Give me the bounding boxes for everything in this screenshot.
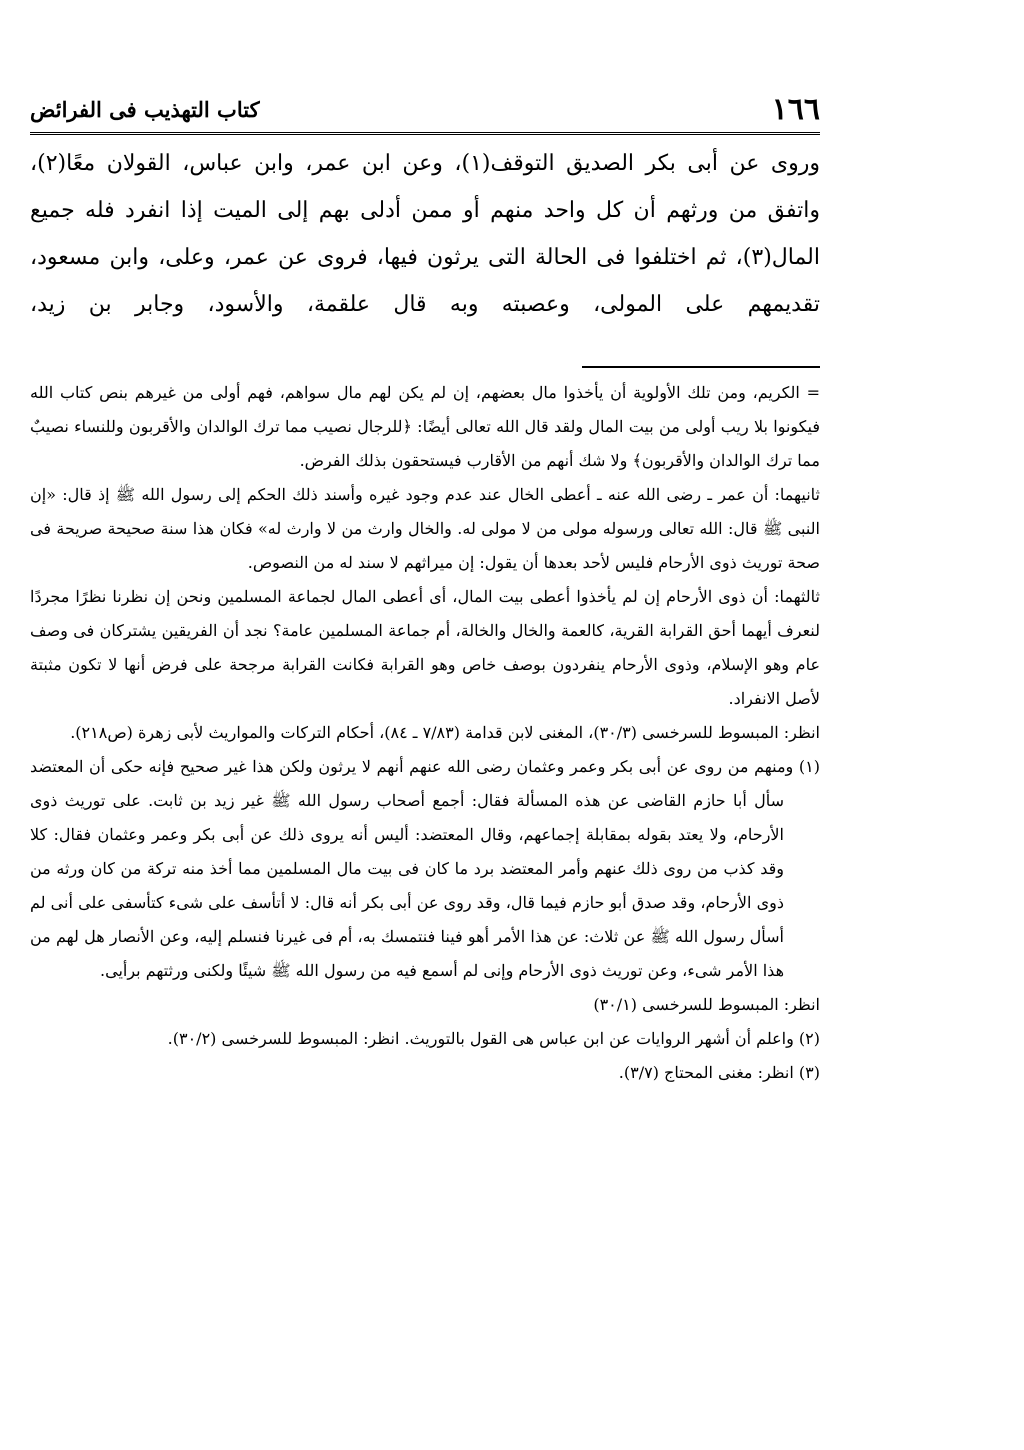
footnote-1: (١) ومنهم من روى عن أبى بكر وعمر وعثمان رضى الله عنهم أنهم لا يرثون ولكن هذا غير صحيح فإنه حكى أن المعتضد سأل أبا حازم القاضى عن هذه المسألة فقال: أجمع أصحاب رسول الله ﷺ غير زيد بن ثابت. على توريث ذوى الأرحام، ولا يعتد بقوله بمقابلة إجماعهم، وقال المعتضد: أليس أنه يروى ذلك عن أبى بكر وعمر وعثمان فقال: كلا وقد كذب من روى ذلك عنهم وأمر المعتضد برد ما كان فى بيت مال المسلمين مما أخذ منه تركة من كان ورثه من ذوى الأرحام، وقد صدق أبو حازم فيما قال، وقد روى عن أبى بكر أنه قال: لا أتأسف على شىء كتأسفى على أنى لم أسأل رسول الله ﷺ عن ثلاث: عن هذا الأمر أهو فينا فنتمسك به، أم فى غيرنا فنسلم إليه، وعن الأنصار هل لهم من هذا الأمر شىء، وعن توريث ذوى الأرحام وإنى لم أسمع فيه من رسول الله ﷺ شيئًا ولكنى ورثتهم برأيى. — [30, 757, 820, 980]
footnote-continuation-para-1: = الكريم، ومن تلك الأولوية أن يأخذوا مال بعضهم، إن لم يكن لهم مال سواهم، فهم أولى من غيرهم بنص كتاب الله فيكونوا بلا ريب أولى من بيت المال ولقد قال الله تعالى أيضًا: ﴿للرجال نصيب مما ترك الوالدان والأقربون وللنساء نصيبٌ مما ترك الوالدان والأقربون﴾ ولا شك أنهم من الأقارب فيستحقون بذلك الفرض. — [30, 383, 821, 470]
page-header — [30, 92, 820, 135]
footnote-3: (٣) انظر: مغنى المحتاج (٣/٧). — [618, 1063, 820, 1082]
main-paragraph: وروى عن أبى بكر الصديق التوقف(١)، وعن ابن عمر، وابن عباس، القولان معًا(٢)، واتفق من ورثهم أن كل واحد منهم أو ممن أدلى بهم إلى الميت إذا انفرد فله جميع المال(٣)، ثم اختلفوا فى الحالة التى يرثون فيها، فروى عن عمر، وعلى، وابن مسعود، تقديمهم على المولى، وعصبته وبه قال علقمة، والأسود، وجابر بن زيد، — [30, 151, 820, 317]
main-text — [30, 140, 820, 328]
footnote-continuation-para-2: ثانيهما: أن عمر ـ رضى الله عنه ـ أعطى الخال عند عدم وجود غيره وأسند ذلك الحكم إلى رسول الله ﷺ إذ قال: «إن النبى ﷺ قال: الله تعالى ورسوله مولى من لا مولى له. والخال وارث من لا وارث له» فكان هذا سنة صحيحة صريحة فى صحة توريث ذوى الأرحام فليس لأحد بعدها أن يقول: إن ميراثهم لا سند له من النصوص. — [30, 485, 820, 572]
footnote-1-reference: انظر: المبسوط للسرخسى (٣٠/١) — [593, 995, 820, 1014]
footnotes — [30, 376, 820, 1090]
footnote-2: (٢) واعلم أن أشهر الروايات عن ابن عباس هى القول بالتوريث. انظر: المبسوط للسرخسى (٣٠/٢). — [167, 1029, 820, 1048]
footnote-separator — [582, 366, 820, 368]
book-title: كتاب التهذيب فى الفرائض — [30, 97, 260, 122]
footnote-continuation-para-3: ثالثهما: أن ذوى الأرحام إن لم يأخذوا أعطى بيت المال، أى أعطى المال لجماعة المسلمين ونحن إن نظرنا نظرًا مجردًا لنعرف أيهما أحق القرابة القرية، كالعمة والخال والخالة، أم جماعة المسلمين عامة؟ نجد أن الفريقين يشتركان فى وصف عام وهو الإسلام، وذوى الأرحام ينفردون بوصف خاص وهو القرابة فكانت القرابة مرجحة على فرض أنها لا تكون مثبتة لأصل الانفراد. — [30, 587, 820, 708]
page-number: ١٦٦ — [771, 92, 820, 127]
footnote-continuation-reference: انظر: المبسوط للسرخسى (٣٠/٣)، المغنى لابن قدامة (٧/٨٣ ـ ٨٤)، أحكام التركات والمواريث لأبى زهرة (ص٢١٨). — [70, 723, 820, 742]
